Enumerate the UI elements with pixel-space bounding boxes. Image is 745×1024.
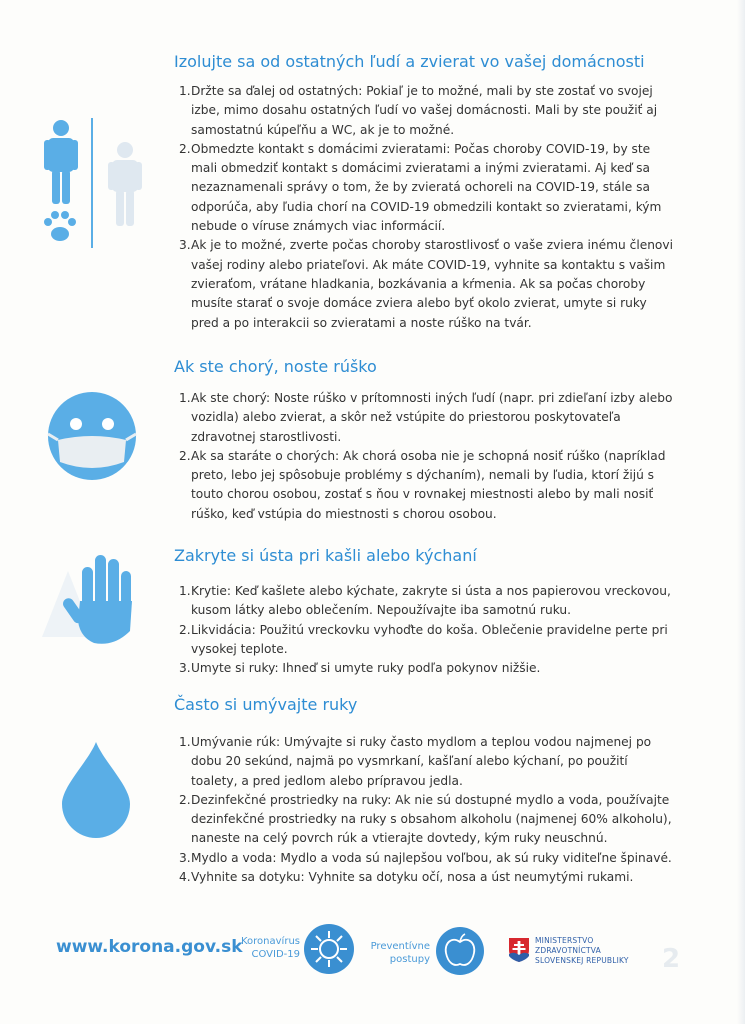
list-item: 3. Mydlo a voda: Mydlo a voda sú najlepšou voľbou, ak sú ruky viditeľne špinavé. [179, 850, 672, 865]
cough-list [179, 582, 675, 678]
isolate-list [179, 82, 675, 333]
apple-icon [434, 925, 486, 977]
face-mask-icon [44, 388, 140, 484]
section-title-handwash: Často si umývajte ruky [174, 695, 358, 714]
virus-icon [302, 922, 356, 976]
person-icon [44, 120, 78, 204]
section-title-cough: Zakryte si ústa pri kašli alebo kýchaní [174, 546, 477, 565]
section-title-mask: Ak ste chorý, noste rúško [174, 357, 377, 376]
water-drop-icon [58, 740, 134, 840]
isolation-people-icon [40, 116, 150, 251]
list-item: 1. Krytie: Keď kašlete alebo kýchate, zakryte si ústa a nos papierovou vreckovou, kusom látky alebo oblečením. Nepoužívajte iba samotnú ruku. [179, 584, 671, 618]
mask-list [179, 389, 675, 524]
covid-badge-label: Koronavírus COVID-19 [240, 936, 300, 960]
pet-paw-icon [44, 211, 76, 241]
slovak-coat-of-arms-icon [508, 937, 530, 963]
ministry-logo-text: MINISTERSTVO ZDRAVOTNÍCTVA SLOVENSKEJ REPUBLIKY [535, 936, 629, 965]
list-item: 2. Likvidácia: Použitú vreckovku vyhoďte do koša. Oblečenie pravidelne perte pri vysokej teplote. [179, 622, 668, 656]
separated-person-icon [108, 142, 142, 226]
list-item: 4. Vyhnite sa dotyku: Vyhnite sa dotyku očí, nosa a úst neumytými rukami. [179, 870, 634, 885]
list-item: 2. Obmedzte kontakt s domácimi zvieratami: Počas choroby COVID-19, by ste mali obmedziť kontakt s domácimi zvieratami a inými zvieratami. Aj keď sa nezaznamenali správy o tom, že by zvieratá ochoreli na COVID-19, stále sa odporúča, aby ľudia chorí na COVID-19 obmedzili kontakt so zvieratami, kým nebude o víruse známych viac informácií. [179, 141, 662, 234]
separation-line [91, 118, 93, 248]
section-title-isolate: Izolujte sa od ostatných ľudí a zvierat vo vašej domácnosti [174, 52, 645, 71]
page-number: 2 [662, 944, 681, 974]
list-item: 2. Dezinfekčné prostriedky na ruky: Ak nie sú dostupné mydlo a voda, používajte dezinfekčné prostriedky na ruky s obsahom alkoholu (najmenej 60% alkoholu), naneste na celý povrch rúk a vtierajte dovtedy, kým ruky neuschnú. [179, 792, 672, 846]
handwash-list [179, 733, 675, 887]
list-item: 2. Ak sa staráte o chorých: Ak chorá osoba nie je schopná nosiť rúško (napríklad preto, lebo jej spôsobuje problémy s dýchaním), nemali by ľudia, ktorí žijú s touto chorou osobou, zostať s ňou v rovnakej miestnosti alebo by mali nosiť rúško, keď vstúpia do miestnosti s chorou osobou. [179, 448, 666, 521]
page-edge-shadow [737, 0, 745, 1024]
list-item: 1. Ak ste chorý: Noste rúško v prítomnosti iných ľudí (napr. pri zdieľaní izby alebo vozidla) alebo zvierat, a skôr než vstúpite do priestorou poskytovateľa zdravotnej starostlivosti. [179, 391, 673, 444]
footer-website-link[interactable]: www.korona.gov.sk [56, 937, 243, 957]
list-item: 1. Držte sa ďalej od ostatných: Pokiaľ je to možné, mali by ste zostať vo svojej izbe, mimo dosahu ostatných ľudí vo vašej domácnosti. Mali by ste použiť aj samostatnú kúpeľňu a WC, ak je to možné. [179, 84, 658, 137]
prevention-badge-label: Preventívne postupy [370, 941, 430, 965]
list-item: 3. Umyte si ruky: Ihneď si umyte ruky podľa pokynov nižšie. [179, 661, 541, 676]
hand-icon [38, 545, 148, 650]
list-item: 1. Umývanie rúk: Umývajte si ruky často mydlom a teplou vodou najmenej po dobu 20 sekúnd, najmä po vysmrkaní, kašľaní alebo kýchaní, po použití toalety, a pred jedlom alebo prípravou jedla. [179, 735, 652, 788]
list-item: 3. Ak je to možné, zverte počas choroby starostlivosť o vaše zviera inému členovi vašej rodiny alebo priateľovi. Ak máte COVID-19, vyhnite sa kontaktu s vašim zvieraťom, vrátane hladkania, bozkávania a kŕmenia. Ak sa počas choroby musíte starať o svoje domáce zviera alebo byť okolo zvierat, umyte si ruky pred a po interakcii so zvieratami a noste rúško na tvár. [179, 238, 673, 330]
